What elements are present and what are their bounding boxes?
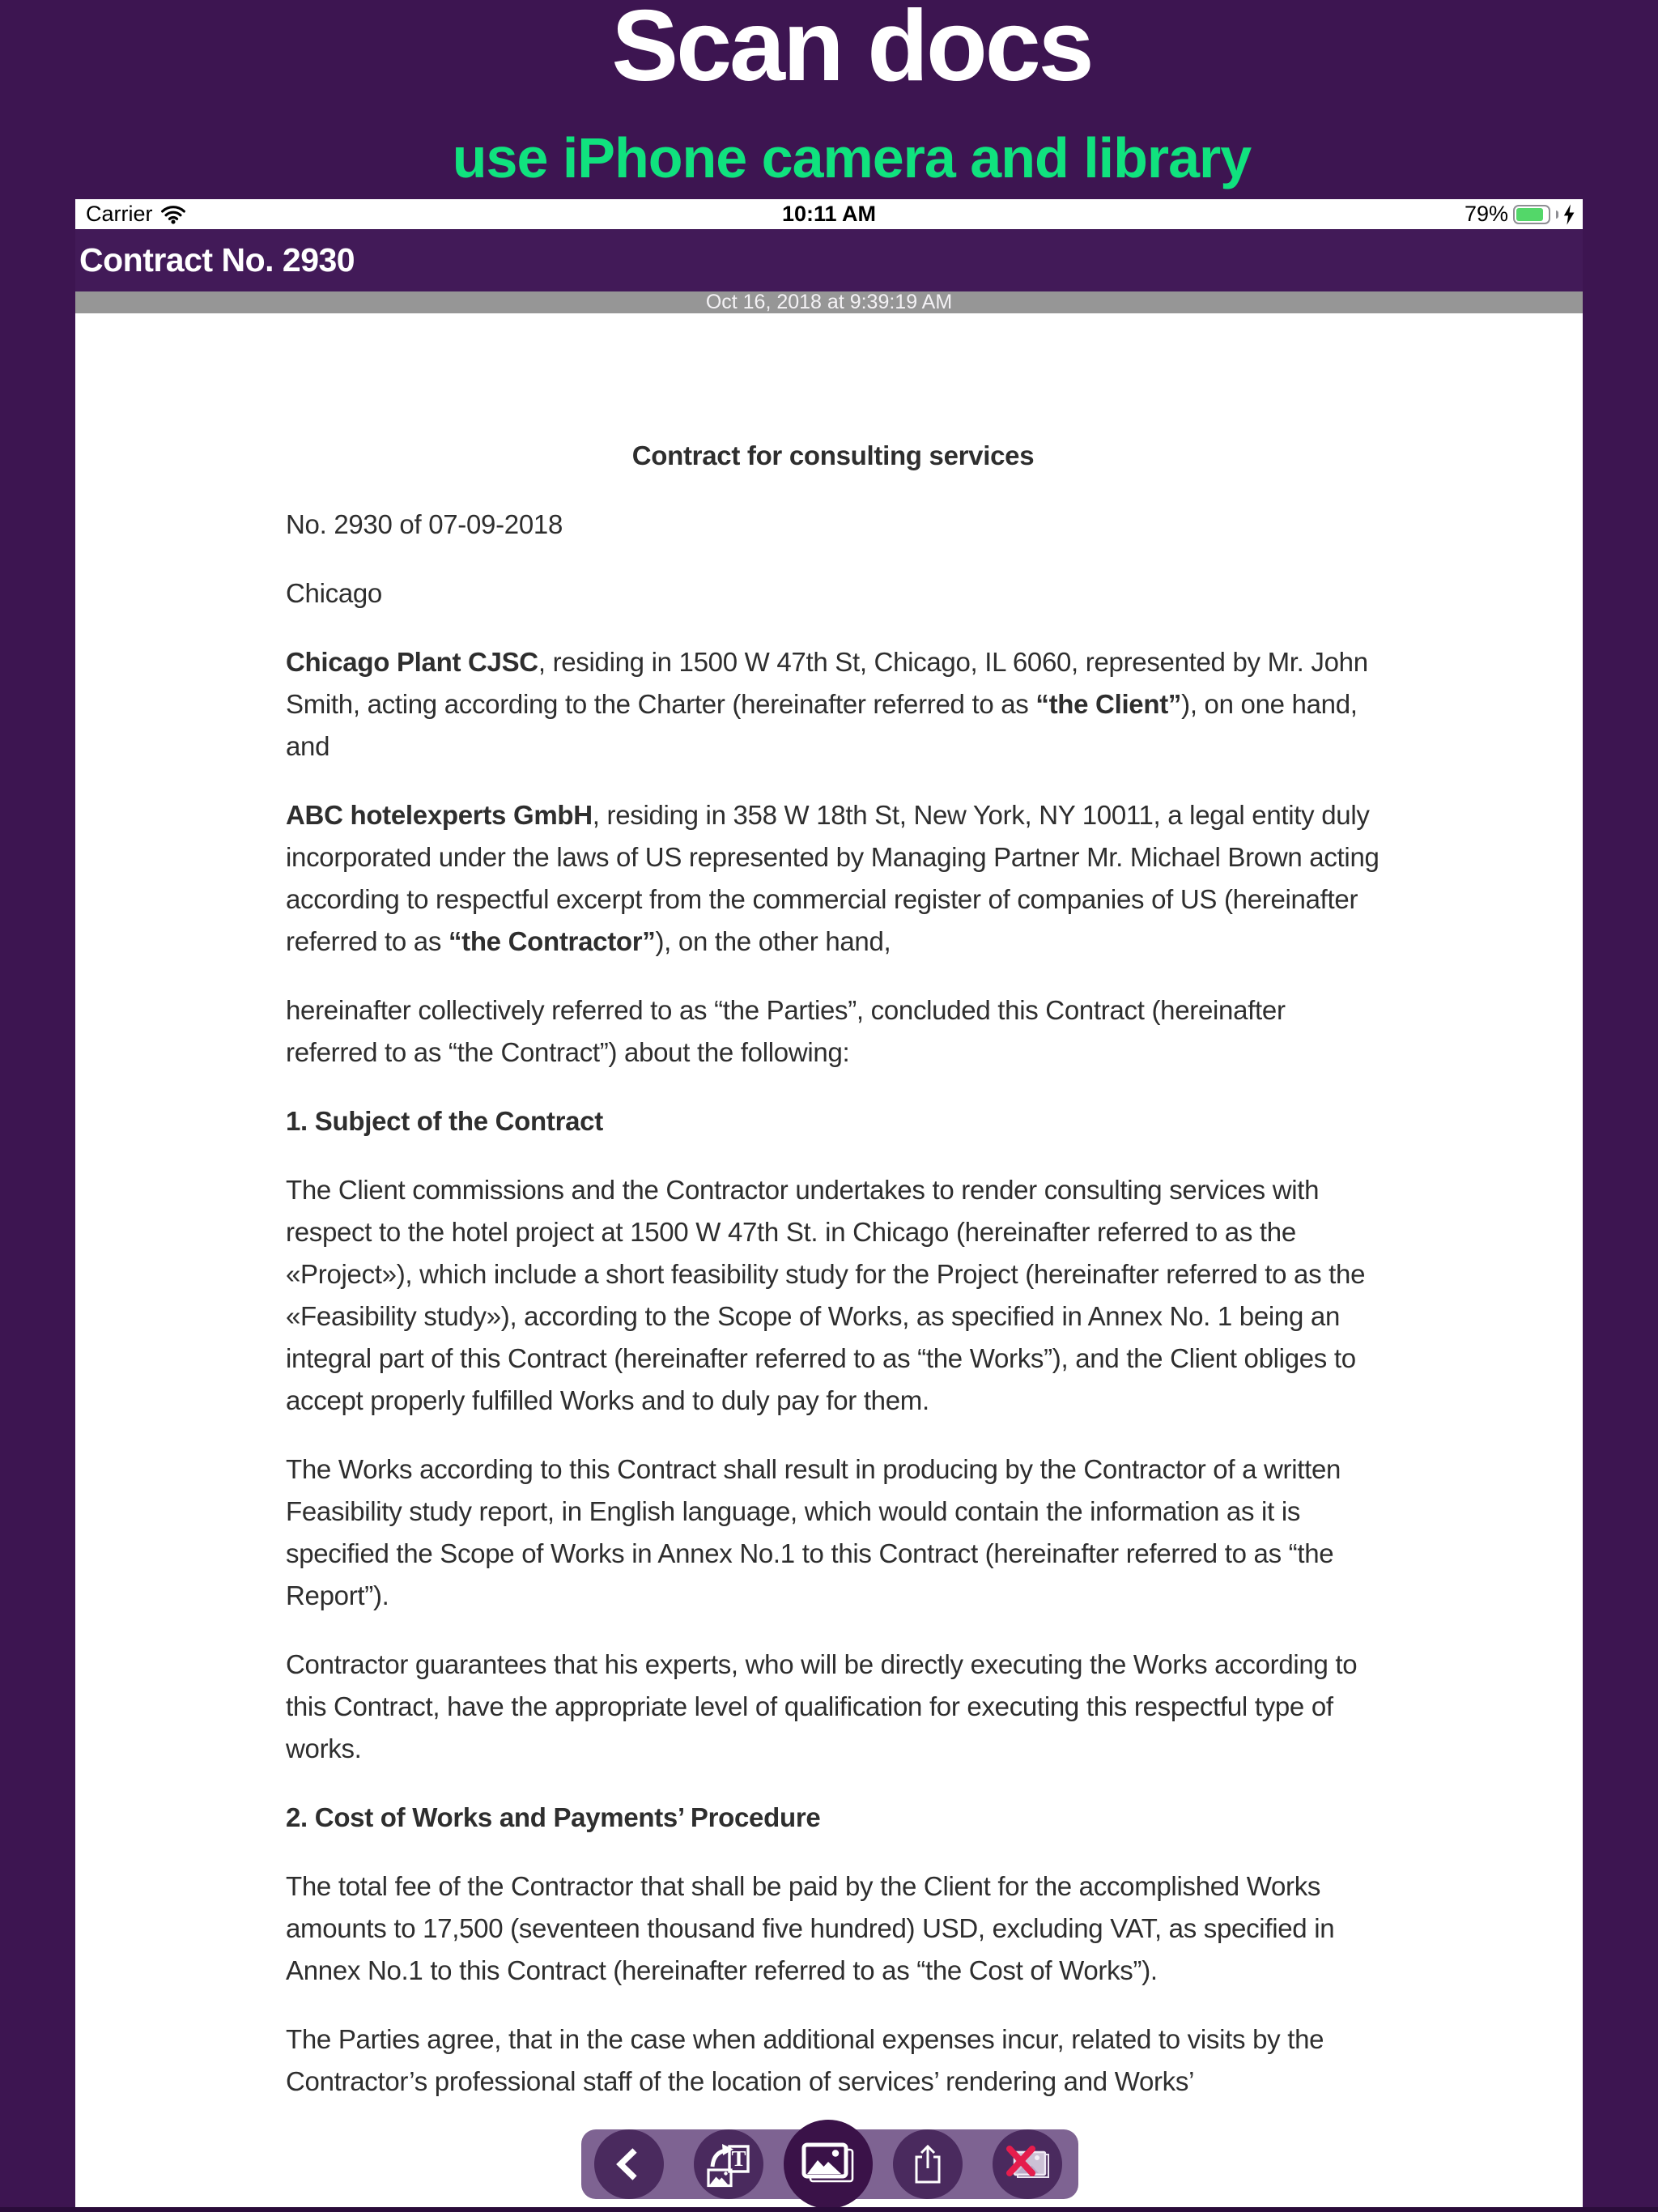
section-heading: 1. Subject of the Contract [286, 1106, 603, 1136]
paragraph: Chicago Plant CJSC, residing in 1500 W 47th St, Chicago, IL 6060, represented by Mr. John Smith, acting according to the Charter (hereinafter referred to as “the Client”), on one hand, and [286, 647, 1368, 761]
section-heading: 2. Cost of Works and Payments’ Procedure [286, 1802, 821, 1832]
date-bar [75, 291, 1583, 313]
time-label: 10:11 AM [781, 202, 877, 226]
carrier-label: Carrier [86, 202, 153, 226]
battery-nub [1556, 211, 1558, 219]
paragraph: hereinafter collectively referred to as “the Parties”, concluded this Contract (hereinafter referred to as “the Contract”) about the following: [286, 995, 1286, 1067]
delete-photo-button[interactable] [993, 2129, 1062, 2199]
lightning-bolt-icon [1563, 204, 1575, 225]
share-icon [908, 2143, 948, 2185]
svg-text:T: T [731, 2146, 746, 2171]
back-icon [610, 2145, 648, 2184]
app-subtitle: use iPhone camera and library [452, 126, 1252, 189]
paragraph: The Parties agree, that in the case when additional expenses incur, related to visits by the Contractor’s professional staff of the location of services’ rendering and Works’ [286, 2024, 1324, 2096]
app-title: Scan docs [611, 0, 1092, 102]
delete-photo-icon [1005, 2145, 1050, 2184]
document-title: Contract for consulting services [631, 440, 1035, 470]
bottom-edge [0, 2207, 1658, 2212]
paragraph: ABC hotelexperts GmbH, residing in 358 W 18th St, New York, NY 10011, a legal entity duly incorporated under the laws of US represented by Managing Partner Mr. Michael Brown acting according to respectful excerpt from the commercial register of companies of US (hereinafter referred to as “the Contractor”), on the other hand, [286, 800, 1380, 956]
image-to-text-icon [705, 2141, 752, 2188]
paragraph: The Client commissions and the Contractor undertakes to render consulting services with respect to the hotel project at 1500 W 47th St. in Chicago (hereinafter referred to as the «Project»), which include a short feasibility study for the Project (hereinafter referred to as the «Feasibility study»), according to the Scope of Works, as specified in Annex No. 1 being an integral part of this Contract (hereinafter referred to as “the Works”), and the Client obliges to accept properly fulfilled Works and to duly pay for them. [286, 1175, 1366, 1415]
status-bar [75, 199, 1583, 229]
document-view[interactable] [75, 313, 1583, 2207]
date-label: Oct 16, 2018 at 9:39:19 AM [705, 291, 953, 313]
paragraph: Contractor guarantees that his experts, who will be directly executing the Works according to this Contract, have the appropriate level of qualification for executing this respectful type of works. [286, 1649, 1358, 1763]
paragraph: No. 2930 of 07-09-2018 [286, 509, 563, 539]
wifi-icon [160, 205, 186, 224]
paragraph: The Works according to this Contract shall result in producing by the Contractor of a written Feasibility study report, in English language, which would contain the information as it is specified the Scope of Works in Annex No.1 to this Contract (hereinafter referred to as “the Report”). [286, 1454, 1341, 1610]
image-to-text-button[interactable] [694, 2129, 763, 2199]
battery-icon [1513, 205, 1550, 224]
document-text [286, 435, 1380, 2103]
paragraph: The total fee of the Contractor that shall be paid by the Client for the accomplished Works amounts to 17,500 (seventeen thousand five hundred) USD, excluding VAT, as specified in Annex No.1 to this Contract (hereinafter referred to as “the Cost of Works”). [286, 1871, 1335, 1985]
paragraph: Chicago [286, 578, 382, 608]
app-screenshot [75, 199, 1583, 2207]
photos-icon [799, 2141, 857, 2188]
battery-percent: 79% [1464, 202, 1508, 226]
photos-button[interactable] [784, 2120, 873, 2209]
back-button[interactable] [594, 2129, 664, 2199]
share-button[interactable] [893, 2129, 963, 2199]
nav-title: Contract No. 2930 [79, 241, 355, 279]
nav-bar [75, 229, 1583, 291]
